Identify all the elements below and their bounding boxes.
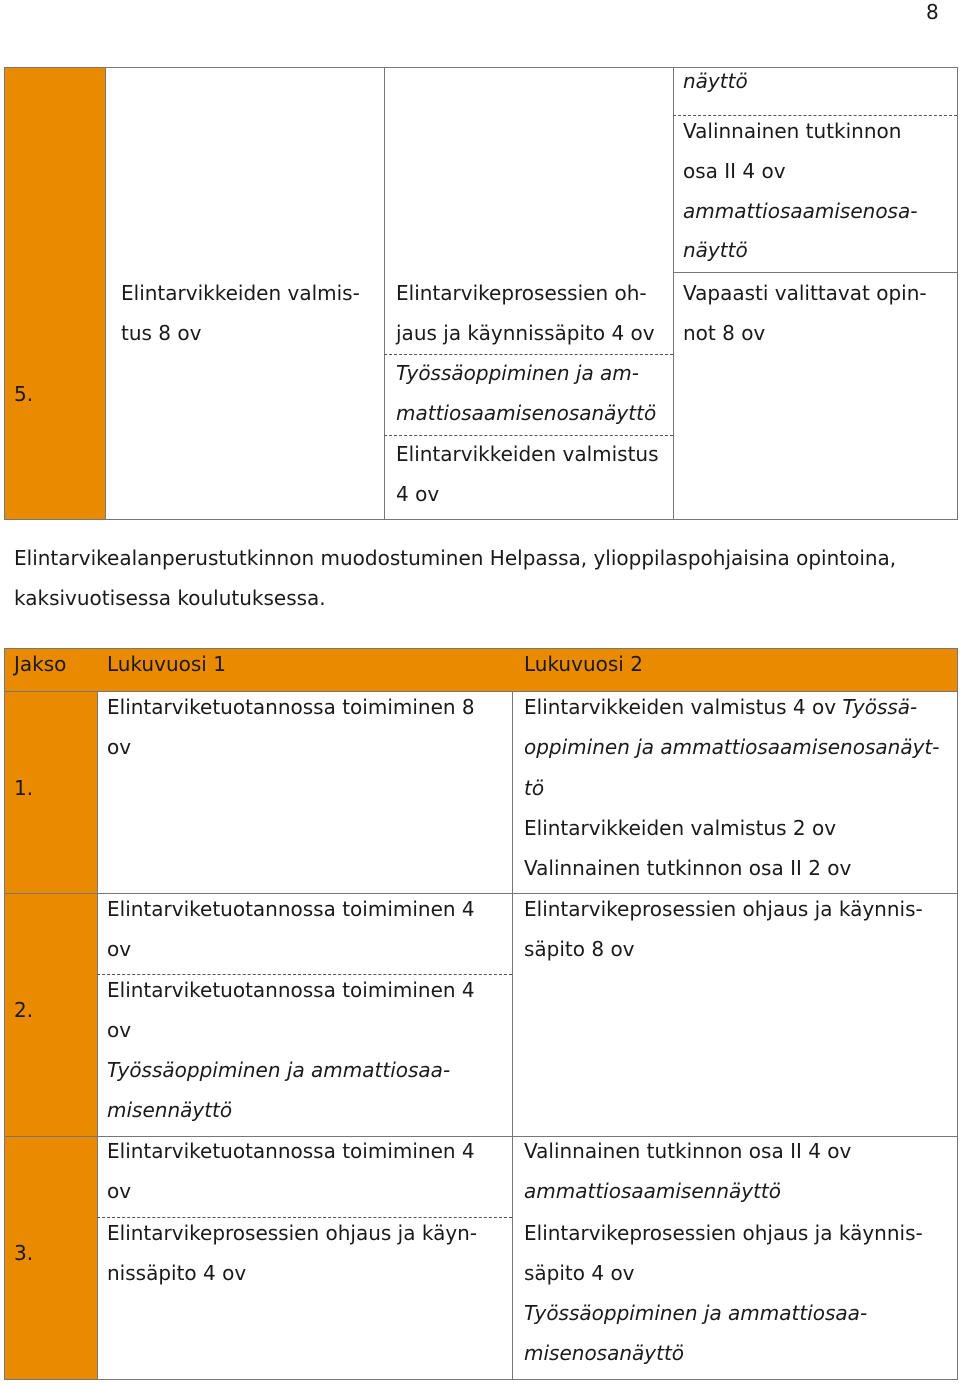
table-border (957, 67, 958, 520)
period-number: 2. (14, 998, 34, 1022)
table-border (4, 519, 958, 520)
period-number: 1. (14, 776, 34, 800)
course-line: misenosanäyttö (524, 1341, 685, 1365)
course-line: misennäyttö (107, 1098, 233, 1122)
course-line: oppiminen ja ammattiosaamisenosanäyt- (524, 735, 940, 759)
course-line: Elintarviketuotannossa toimiminen 4 (107, 897, 475, 921)
course-line: Elintarvikkeiden valmistus (396, 442, 659, 466)
period-number: 3. (14, 1241, 34, 1265)
course-line (524, 687, 917, 727)
course-line: Valinnainen tutkinnon osa II 4 ov (524, 1139, 852, 1163)
header-year1: Lukuvuosi 1 (107, 652, 226, 676)
course-line: Vapaasti valittavat opin- (683, 281, 927, 305)
course-line: osa II 4 ov (683, 159, 786, 183)
course-line: mattiosaamisenosanäyttö (396, 401, 657, 425)
course-text: Elintarvikkeiden valmistus 4 ov (524, 695, 843, 719)
table-border (4, 648, 5, 1380)
course-line: Elintarvikeprosessien ohjaus ja käyn- (107, 1221, 478, 1245)
course-line: Elintarviketuotannossa toimiminen 4 (107, 1139, 475, 1163)
course-line: not 8 ov (683, 321, 766, 345)
table-border (384, 67, 385, 520)
table-border (105, 67, 106, 520)
course-line: Elintarvikkeiden valmistus 2 ov (524, 816, 837, 840)
course-line: Työssäoppiminen ja am- (396, 361, 640, 385)
course-line: 4 ov (396, 482, 440, 506)
table-border (97, 691, 98, 1380)
course-line: ammattiosaamisenosa- (683, 199, 918, 223)
course-line: Työssäoppiminen ja ammattiosaa- (107, 1058, 451, 1082)
table-border (4, 1379, 958, 1380)
course-line: ov (107, 1179, 132, 1203)
table-border (512, 691, 513, 1380)
course-line: Elintarviketuotannossa toimiminen 4 (107, 978, 475, 1002)
description-paragraph: Elintarvikealanperustutkinnon muodostuminen Helpassa, ylioppilaspohjaisina opintoina, kaksivuotisessa koulutuksessa. (14, 546, 897, 610)
table-border (4, 67, 958, 68)
course-line: nissäpito 4 ov (107, 1261, 247, 1285)
course-line: Valinnainen tutkinnon (683, 119, 902, 143)
course-line: Työssäoppiminen ja ammattiosaa- (524, 1301, 868, 1325)
course-line: Elintarvikeprosessien ohjaus ja käynnis- (524, 897, 923, 921)
course-line: Elintarviketuotannossa toimiminen 8 (107, 695, 475, 719)
course-line: jaus ja käynnissäpito 4 ov (396, 321, 655, 345)
period-number: 5. (14, 382, 34, 406)
course-line: näyttö (683, 69, 748, 93)
course-line: Valinnainen tutkinnon osa II 2 ov (524, 856, 852, 880)
course-line: tus 8 ov (121, 321, 202, 345)
table-border (673, 67, 674, 520)
header-period: Jakso (14, 652, 67, 676)
table-border (4, 67, 5, 520)
course-line: ov (107, 1018, 132, 1042)
course-line: Elintarvikeprosessien ohjaus ja käynnis- (524, 1221, 923, 1245)
course-line: Elintarvikeprosessien oh- (396, 281, 647, 305)
course-line: näyttö (683, 238, 748, 262)
course-line: ammattiosaamisennäyttö (524, 1179, 782, 1203)
course-line: säpito 8 ov (524, 937, 635, 961)
table-border (957, 648, 958, 1380)
course-line: säpito 4 ov (524, 1261, 635, 1285)
period-cell (4, 67, 105, 520)
course-text-italic: Työssä- (842, 695, 918, 719)
course-line: ov (107, 735, 132, 759)
course-line: ov (107, 937, 132, 961)
header-year2: Lukuvuosi 2 (524, 652, 643, 676)
page-number: 8 (926, 0, 939, 24)
course-line: tö (524, 776, 545, 800)
course-line: Elintarvikkeiden valmis- (121, 281, 360, 305)
